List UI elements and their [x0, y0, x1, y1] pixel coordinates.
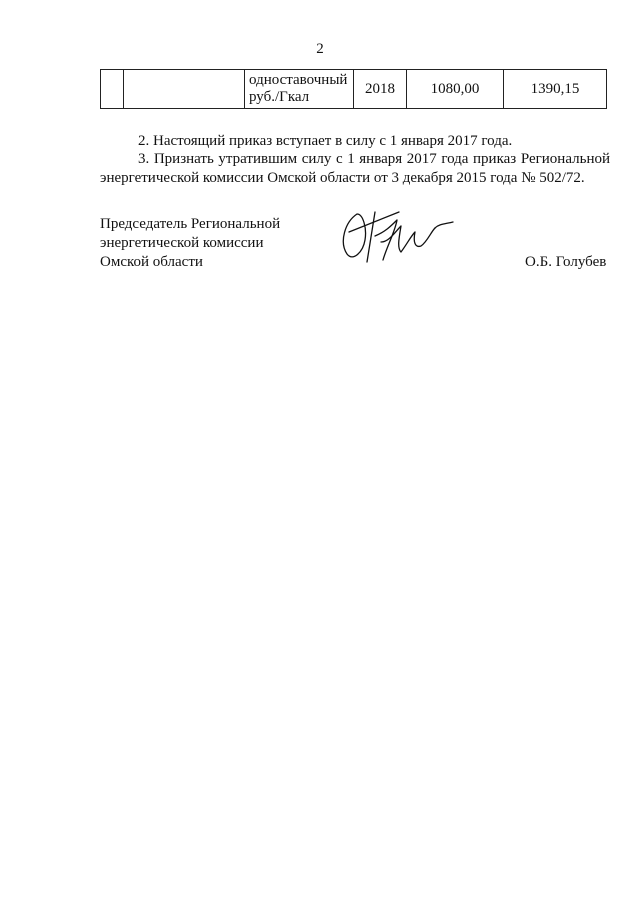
table-cell-empty-2: [124, 70, 245, 109]
tariff-table: [100, 69, 607, 109]
table-cell-year: 2018: [354, 70, 407, 109]
signatory-title-line-2: энергетической комиссии: [100, 235, 264, 251]
signatory-title-line-3: Омской области: [100, 254, 203, 270]
signatory-title: [100, 215, 280, 272]
paragraph-3: 3. Признать утратившим силу с 1 января 2017 года приказ Региональной энергетической комиссии Омской области от 3 декабря 2015 года № 502/72.: [100, 151, 610, 186]
table-cell-value-2: 1390,15: [504, 70, 607, 109]
signer-name: О.Б. Голубев: [525, 254, 607, 270]
table-cell-value-1: 1080,00: [407, 70, 504, 109]
table-cell-empty-1: [101, 70, 124, 109]
paragraph-2: 2. Настоящий приказ вступает в силу с 1 января 2017 года.: [138, 133, 513, 149]
table-cell-unit: [245, 70, 354, 109]
unit-measure: руб./Гкал: [249, 89, 310, 105]
page-number: 2: [316, 41, 324, 57]
signatory-title-line-1: Председатель Региональной: [100, 216, 281, 232]
handwritten-signature: [335, 202, 465, 272]
table-row: [101, 70, 607, 109]
unit-type: одноставочный: [249, 72, 348, 88]
